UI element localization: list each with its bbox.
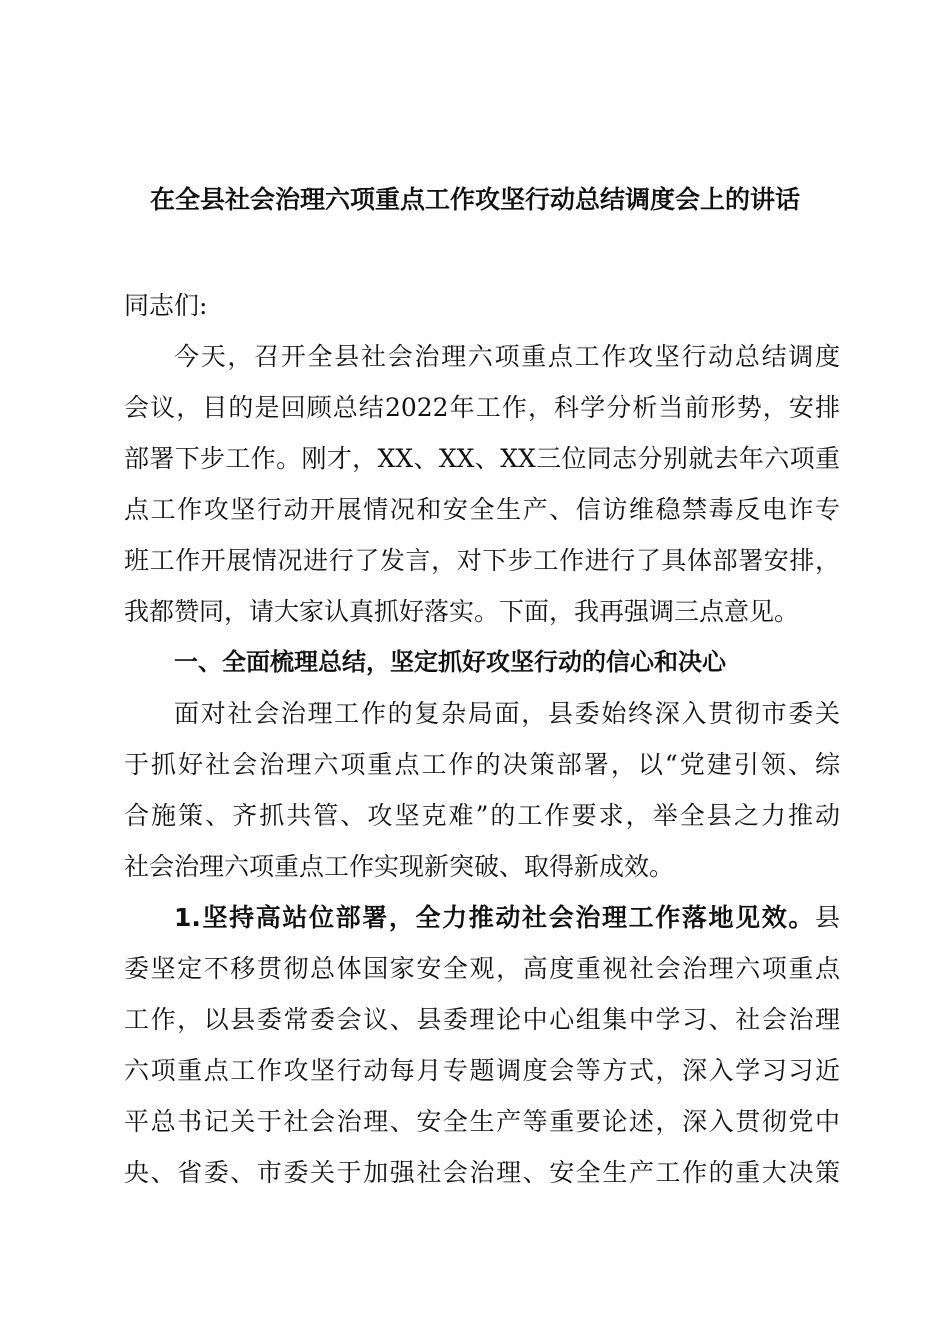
document-title: 在全县社会治理六项重点工作攻坚行动总结调度会上的讲话 [149,185,800,214]
section-line: 社会治理六项重点工作实现新突破、取得新成效。 [124,852,675,881]
point-line: 委坚定不移贯彻总体国家安全观，高度重视社会治理六项重点 [124,954,840,983]
intro-line: 点工作攻坚行动开展情况和安全生产、信访维稳禁毒反电诈专 [124,495,840,524]
point-lead: 1.坚持高站位部署，全力推动社会治理工作落地见效。 [174,903,815,932]
section-line: 于抓好社会治理六项重点工作的决策部署，以“党建引领、综 [124,750,840,779]
intro-line: 班工作开展情况进行了发言，对下步工作进行了具体部署安排， [124,546,840,575]
section-line: 合施策、齐抓共管、攻坚克难”的工作要求，举全县之力推动 [124,801,840,830]
section-heading: 一、全面梳理总结，坚定抓好攻坚行动的信心和决心 [174,648,726,676]
point-lead-tail: 县 [814,903,840,932]
intro-line: 我都赞同，请大家认真抓好落实。下面，我再强调三点意见。 [124,597,800,626]
point-line: 央、省委、市委关于加强社会治理、安全生产工作的重大决策 [124,1158,840,1187]
point-line: 平总书记关于社会治理、安全生产等重要论述，深入贯彻党中 [124,1107,840,1136]
document-body [124,280,840,1198]
salutation: 同志们: [124,291,208,320]
section-line: 面对社会治理工作的复杂局面，县委始终深入贯彻市委关 [174,699,840,728]
intro-line: 今天，召开全县社会治理六项重点工作攻坚行动总结调度 [174,342,840,371]
intro-line: 部署下步工作。刚才，XX、XX、XX三位同志分别就去年六项重 [124,444,840,473]
point-lead-line [124,892,840,943]
point-line: 六项重点工作攻坚行动每月专题调度会等方式，深入学习习近 [124,1056,840,1085]
point-line: 工作，以县委常委会议、县委理论中心组集中学习、社会治理 [124,1005,840,1034]
intro-line: 会议，目的是回顾总结2022年工作，科学分析当前形势，安排 [124,393,840,422]
